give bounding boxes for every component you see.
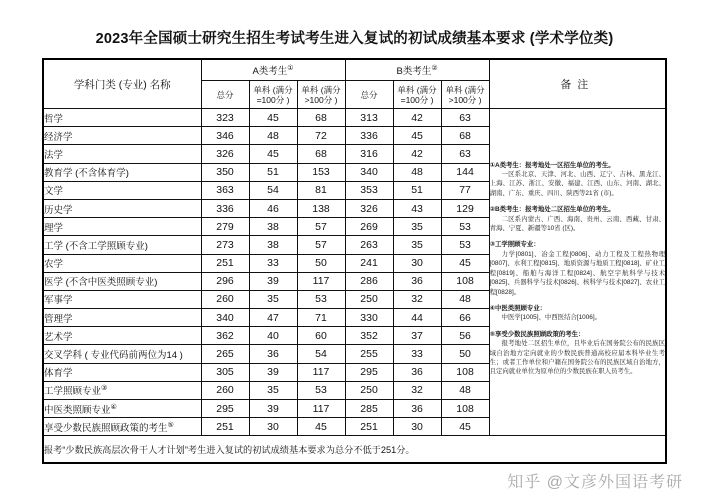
cell-b-le100: 32: [393, 290, 441, 308]
cell-b-le100: 35: [393, 236, 441, 254]
subject-name-text: 军事学: [44, 295, 73, 307]
subject-name-text: 体育学: [44, 368, 73, 380]
cell-b-gt100: 129: [441, 199, 489, 217]
cell-b-le100: 44: [393, 309, 441, 327]
cell-b-le100: 42: [393, 145, 441, 163]
cell-subject-name: [43, 145, 201, 163]
cell-b-le100: 36: [393, 400, 441, 418]
cell-b-gt100: 48: [441, 381, 489, 399]
cell-b-total: 352: [345, 327, 393, 345]
subject-name-text: 工学照顾专业: [44, 386, 102, 398]
cell-a-gt100: 117: [297, 272, 345, 290]
subject-name-text: 交叉学科 ( 专业代码前两位为14 ): [44, 350, 183, 362]
cell-a-gt100: 50: [297, 254, 345, 272]
cell-a-gt100: 57: [297, 218, 345, 236]
subject-name-text: 历史学: [44, 204, 73, 216]
cell-subject-name: [43, 418, 201, 436]
cell-b-gt100: 45: [441, 254, 489, 272]
subject-name-text: 经济学: [44, 131, 73, 143]
cell-a-total: 273: [201, 236, 249, 254]
note-b-candidates-body: 二区系内蒙古、广西、海南、贵州、云南、西藏、甘肃、青海、宁夏、新疆等10省 (区)。: [489, 215, 666, 233]
header-a-total: 总分: [201, 81, 249, 109]
cell-a-gt100: 81: [297, 181, 345, 199]
cell-subject-name: [43, 109, 201, 127]
header-group-b: B类考生②: [345, 59, 489, 81]
cell-subject-name: [43, 345, 201, 363]
cell-a-gt100: 57: [297, 236, 345, 254]
cell-subject-name: [43, 290, 201, 308]
cell-a-total: 326: [201, 145, 249, 163]
footnote-marker-1: ①: [287, 64, 294, 72]
cell-b-gt100: 77: [441, 181, 489, 199]
subject-name-text: 艺术学: [44, 331, 73, 343]
footnote-marker-2: ②: [431, 64, 438, 72]
cell-a-le100: 54: [249, 181, 297, 199]
cell-b-total: 313: [345, 109, 393, 127]
cell-subject-name: [43, 218, 201, 236]
cell-b-total: 326: [345, 199, 393, 217]
cell-b-total: 285: [345, 400, 393, 418]
subject-name-text: 管理学: [44, 313, 73, 325]
cell-subject-name: [43, 400, 201, 418]
cell-a-total: 260: [201, 290, 249, 308]
subject-name-text: 文学: [44, 186, 64, 198]
cell-a-le100: 39: [249, 363, 297, 381]
cell-subject-name: [43, 181, 201, 199]
table-header: [43, 59, 666, 109]
cell-b-total: 251: [345, 418, 393, 436]
cell-a-le100: 35: [249, 290, 297, 308]
cell-subject-name: [43, 363, 201, 381]
cell-a-le100: 46: [249, 199, 297, 217]
cell-b-le100: 36: [393, 272, 441, 290]
cell-a-gt100: 68: [297, 109, 345, 127]
note-minority-body: 报考地处二区招生单位，且毕业后在国务院公布的民族区域自治地方定向就业的少数民族普通高校应届本科毕业生考生；或者工作单位和户籍在国务院公布的民族区域自治地方，且定向就业单位为原单位的少数民族在职人员考生。: [489, 340, 666, 376]
note-a-candidates-body: 一区系北京、天津、河北、山西、辽宁、吉林、黑龙江、上海、江苏、浙江、安徽、福建、江西、山东、河南、湖北、湖南、广东、重庆、四川、陕西等21省 (市)。: [489, 171, 666, 197]
cell-a-total: 363: [201, 181, 249, 199]
page-title: 2023年全国硕士研究生招生考试考生进入复试的初试成绩基本要求 (学术学位类): [95, 31, 614, 47]
cell-b-gt100: 53: [441, 218, 489, 236]
cell-a-gt100: 71: [297, 309, 345, 327]
subject-name-text: 农学: [44, 259, 64, 271]
cell-subject-name: [43, 254, 201, 272]
cell-a-gt100: 60: [297, 327, 345, 345]
cell-a-gt100: 68: [297, 145, 345, 163]
footer-row: [43, 436, 666, 464]
cell-a-total: 295: [201, 400, 249, 418]
cell-b-gt100: 53: [441, 236, 489, 254]
cell-b-le100: 30: [393, 254, 441, 272]
cell-b-gt100: 108: [441, 400, 489, 418]
cell-a-le100: 36: [249, 345, 297, 363]
cell-a-total: 296: [201, 272, 249, 290]
footnote-marker: ⑤: [167, 421, 174, 429]
cell-b-total: 316: [345, 145, 393, 163]
cell-b-le100: 37: [393, 327, 441, 345]
cell-b-le100: 43: [393, 199, 441, 217]
cell-a-gt100: 72: [297, 127, 345, 145]
cell-a-le100: 45: [249, 109, 297, 127]
note-minority: [490, 330, 666, 377]
cell-b-total: 250: [345, 290, 393, 308]
cell-b-total: 295: [345, 363, 393, 381]
cell-b-gt100: 108: [441, 363, 489, 381]
cell-b-le100: 30: [393, 418, 441, 436]
note-b-candidates: [490, 205, 666, 233]
header-b-single-gt100: 单科 (满分 >100分 ): [441, 81, 489, 109]
cell-a-le100: 51: [249, 163, 297, 181]
cell-a-le100: 38: [249, 236, 297, 254]
note-engineering-title: ③工学照顾专业：: [489, 241, 540, 249]
subject-name-text: 法学: [44, 149, 64, 161]
cell-a-le100: 45: [249, 145, 297, 163]
subject-name-text: 哲学: [44, 113, 64, 125]
cell-b-total: 241: [345, 254, 393, 272]
cell-a-le100: 33: [249, 254, 297, 272]
note-a-candidates: [490, 161, 666, 199]
cell-a-total: 251: [201, 254, 249, 272]
cell-b-gt100: 56: [441, 327, 489, 345]
cell-b-gt100: 144: [441, 163, 489, 181]
cell-b-gt100: 68: [441, 127, 489, 145]
footnote-marker: ③: [101, 385, 108, 393]
cell-b-total: 340: [345, 163, 393, 181]
cell-a-gt100: 53: [297, 381, 345, 399]
cell-subject-name: [43, 236, 201, 254]
footer-note: 报考“少数民族高层次骨干人才计划”考生进入复试的初试成绩基本要求为总分不低于251分。: [43, 436, 666, 464]
note-tcm-title: ④中医类照顾专业：: [489, 304, 547, 312]
cell-a-le100: 30: [249, 418, 297, 436]
cell-a-total: 265: [201, 345, 249, 363]
cell-b-gt100: 45: [441, 418, 489, 436]
subject-name-text: 医学 (不含中医类照顾专业): [44, 277, 158, 289]
cell-b-total: 286: [345, 272, 393, 290]
cell-a-total: 305: [201, 363, 249, 381]
cell-a-le100: 39: [249, 272, 297, 290]
note-minority-title: ⑤享受少数民族照顾政策的考生：: [489, 330, 585, 338]
note-tcm-body: 中医学[1005]、中西医结合[1006]。: [501, 314, 602, 322]
note-tcm: [490, 304, 666, 323]
cell-a-gt100: 117: [297, 363, 345, 381]
cell-b-total: 336: [345, 127, 393, 145]
cell-b-le100: 36: [393, 363, 441, 381]
cell-subject-name: [43, 163, 201, 181]
table-body: [43, 109, 666, 436]
cell-subject-name: [43, 309, 201, 327]
subject-name-text: 教育学 (不含体育学): [44, 168, 129, 180]
cell-a-gt100: 117: [297, 400, 345, 418]
table-footer: [43, 436, 666, 464]
cell-b-gt100: 108: [441, 272, 489, 290]
header-subject-name: 学科门类 (专业) 名称: [43, 59, 201, 109]
cell-b-total: 263: [345, 236, 393, 254]
cell-a-total: 336: [201, 199, 249, 217]
note-a-candidates-title: ①A类考生：报考地处一区招生单位的考生。: [489, 161, 615, 169]
cell-a-gt100: 153: [297, 163, 345, 181]
cell-subject-name: [43, 381, 201, 399]
subject-name-text: 享受少数民族照顾政策的考生: [44, 422, 168, 434]
cell-b-le100: 32: [393, 381, 441, 399]
cell-a-total: 362: [201, 327, 249, 345]
cell-b-total: 255: [345, 345, 393, 363]
table-row: [43, 109, 666, 127]
cell-subject-name: [43, 272, 201, 290]
cell-b-gt100: 66: [441, 309, 489, 327]
cell-b-le100: 48: [393, 163, 441, 181]
cell-b-gt100: 63: [441, 109, 489, 127]
cell-a-total: 251: [201, 418, 249, 436]
cell-a-total: 279: [201, 218, 249, 236]
cell-a-le100: 35: [249, 381, 297, 399]
cell-b-le100: 42: [393, 109, 441, 127]
cell-a-le100: 47: [249, 309, 297, 327]
cell-b-total: 330: [345, 309, 393, 327]
header-b-total: 总分: [345, 81, 393, 109]
score-requirements-table: [42, 58, 667, 464]
cell-a-gt100: 45: [297, 418, 345, 436]
cell-b-gt100: 50: [441, 345, 489, 363]
cell-a-total: 260: [201, 381, 249, 399]
table-header-group-row: [43, 59, 666, 81]
cell-b-gt100: 48: [441, 290, 489, 308]
footnote-marker: ④: [110, 403, 117, 411]
cell-a-gt100: 138: [297, 199, 345, 217]
cell-b-le100: 45: [393, 127, 441, 145]
cell-subject-name: [43, 199, 201, 217]
subject-name-text: 工学 (不含工学照顾专业): [44, 240, 148, 252]
cell-b-le100: 51: [393, 181, 441, 199]
header-notes: 备注: [489, 59, 666, 109]
note-engineering: [490, 240, 666, 296]
cell-b-le100: 33: [393, 345, 441, 363]
cell-subject-name: [43, 127, 201, 145]
cell-b-total: 353: [345, 181, 393, 199]
cell-b-le100: 35: [393, 218, 441, 236]
cell-a-le100: 40: [249, 327, 297, 345]
cell-a-total: 340: [201, 309, 249, 327]
header-group-a: A类考生①: [201, 59, 345, 81]
header-a-single-le100: 单科 (满分 =100分 ): [249, 81, 297, 109]
cell-subject-name: [43, 327, 201, 345]
cell-b-total: 269: [345, 218, 393, 236]
cell-a-total: 323: [201, 109, 249, 127]
header-a-single-gt100: 单科 (满分 >100分 ): [297, 81, 345, 109]
cell-a-le100: 38: [249, 218, 297, 236]
header-b-single-le100: 单科 (满分 =100分 ): [393, 81, 441, 109]
cell-a-le100: 48: [249, 127, 297, 145]
subject-name-text: 中医类照顾专业: [44, 404, 111, 416]
subject-name-text: 理学: [44, 222, 64, 234]
cell-b-gt100: 63: [441, 145, 489, 163]
watermark: 知乎 @文彦外国语考研: [507, 474, 683, 491]
note-b-candidates-title: ②B类考生：报考地处二区招生单位的考生。: [489, 206, 615, 214]
cell-b-total: 250: [345, 381, 393, 399]
cell-a-gt100: 53: [297, 290, 345, 308]
cell-a-le100: 39: [249, 400, 297, 418]
cell-a-total: 346: [201, 127, 249, 145]
note-engineering-body: 力学[0801]、冶金工程[0806]、动力工程及工程热物理[0807]、水利工程[0815]、地质资源与地质工程[0818]、矿业工程[0819]、船舶与海洋工程[0824]、航空宇航科学与技术[0825]、兵器科学与技术[0826]、核科学与技术[0827]、农业工程[0828]。: [489, 250, 666, 296]
notes-cell: [489, 109, 666, 436]
cell-a-gt100: 54: [297, 345, 345, 363]
cell-a-total: 350: [201, 163, 249, 181]
